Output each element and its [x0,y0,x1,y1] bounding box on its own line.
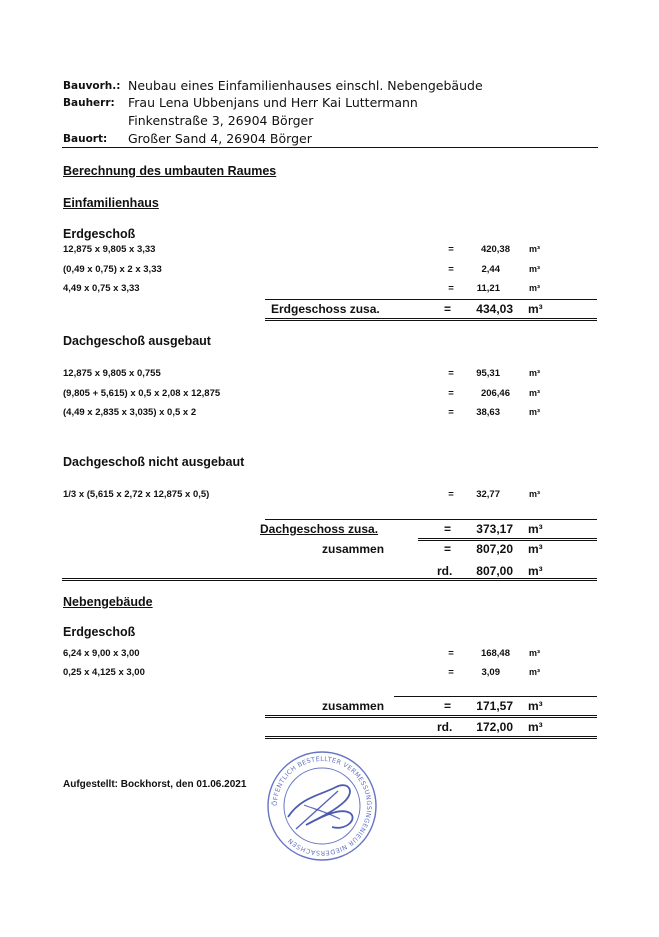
ng-rd-label: rd. [437,720,453,734]
total-double-line [265,320,597,321]
seal-ring-text: ÖFFENTLICH BESTELLTER VERMESSUNGSINGENIEUR NIEDERSACHSEN [270,754,374,858]
calc-formula: (9,805 + 5,615) x 0,5 x 2,08 x 12,875 [63,388,221,399]
calc-equals: = [448,244,454,255]
calc-unit: m³ [529,667,540,677]
total-double-line [418,538,597,539]
bauvorhaben-value: Neubau eines Einfamilienhauses einschl. Nebengebäude [128,78,483,93]
calc-formula: 12,875 x 9,805 x 0,755 [63,368,161,379]
ng-zusammen-value: 171,57 [476,699,513,713]
ng-zusammen-unit: m³ [528,699,543,713]
dachgeschoss-total-equals: = [444,522,452,536]
calc-formula: 4,49 x 0,75 x 3,33 [63,283,140,294]
efh-erdgeschoss-heading: Erdgeschoß [63,227,136,241]
calc-value: 32,77 [476,489,500,500]
bauherr-label: Bauherr: [63,97,115,109]
ng-zusammen-label: zusammen [322,699,385,713]
calc-value: 2,44 [481,264,500,275]
calc-formula: 0,25 x 4,125 x 3,00 [63,667,145,678]
ng-rd-unit: m³ [528,720,543,734]
calc-value: 38,63 [476,407,500,418]
ng-zusammen-equals: = [444,699,452,713]
calc-formula: (4,49 x 2,835 x 3,035) x 0,5 x 2 [63,407,197,418]
calc-value: 95,31 [476,368,500,379]
erdgeschoss-total-equals: = [444,302,452,316]
calc-unit: m³ [529,283,540,293]
calc-value: 11,21 [476,283,500,294]
section-double-line [62,578,597,579]
calc-value: 206,46 [480,388,510,399]
efh-rd-value: 807,00 [476,564,513,578]
calc-equals: = [448,667,454,678]
dachgeschoss-total-value: 373,17 [476,522,513,536]
bauvorhaben-label: Bauvorh.: [63,80,121,92]
calc-unit: m³ [529,407,540,417]
calc-equals: = [448,264,454,275]
total-double-line [418,540,597,541]
section-nebengebaeude: Nebengebäude [63,595,153,609]
calc-formula: (0,49 x 0,75) x 2 x 3,33 [63,264,162,275]
subtotal-line [265,299,597,300]
total-double-line [265,717,597,718]
dg-ausgebaut-heading: Dachgeschoß ausgebaut [63,334,211,348]
subtotal-line [265,519,597,520]
calc-equals: = [448,407,454,418]
erdgeschoss-total-label: Erdgeschoss zusa. [271,302,380,316]
calc-unit: m³ [529,244,540,254]
total-double-line [265,715,597,716]
bauort-label: Bauort: [63,133,108,145]
ng-erdgeschoss-heading: Erdgeschoß [63,625,136,639]
erdgeschoss-total-unit: m³ [528,302,543,316]
dachgeschoss-total-label: Dachgeschoss zusa. [260,522,379,536]
total-double-line [265,736,597,737]
bauort-value: Großer Sand 4, 26904 Börger [128,131,312,146]
calc-equals: = [448,283,454,294]
calc-unit: m³ [529,368,540,378]
erdgeschoss-total-value: 434,03 [476,302,513,316]
section-einfamilienhaus: Einfamilienhaus [63,196,159,210]
dachgeschoss-total-unit: m³ [528,522,543,536]
calc-value: 168,48 [480,648,510,659]
calc-value: 420,38 [480,244,510,255]
efh-zusammen-equals: = [444,542,452,556]
calc-equals: = [448,388,454,399]
calc-unit: m³ [529,388,540,398]
ng-rd-value: 172,00 [476,720,513,734]
calc-value: 3,09 [481,667,500,678]
calc-formula: 1/3 x (5,615 x 2,72 x 12,875 x 0,5) [63,489,210,500]
page-title: Berechnung des umbauten Raumes [63,164,277,178]
bauherr-name: Frau Lena Ubbenjans und Herr Kai Luttermann [128,95,418,110]
calc-equals: = [448,648,454,659]
section-double-line [62,580,597,581]
aufgestellt-line: Aufgestellt: Bockhorst, den 01.06.2021 [63,779,247,790]
calc-unit: m³ [529,648,540,658]
calc-formula: 12,875 x 9,805 x 3,33 [63,244,156,255]
efh-rd-label: rd. [437,564,453,578]
official-seal-stamp [266,747,378,865]
efh-zusammen-value: 807,20 [476,542,513,556]
efh-zusammen-unit: m³ [528,542,543,556]
header-divider [62,147,598,148]
efh-zusammen-label: zusammen [322,542,385,556]
efh-rd-unit: m³ [528,564,543,578]
subtotal-line [394,696,597,697]
calc-equals: = [448,368,454,379]
dg-nicht-ausgebaut-heading: Dachgeschoß nicht ausgebaut [63,455,245,469]
total-double-line [265,318,597,319]
calc-unit: m³ [529,264,540,274]
calc-formula: 6,24 x 9,00 x 3,00 [63,648,140,659]
calc-equals: = [448,489,454,500]
calc-unit: m³ [529,489,540,499]
total-double-line [265,738,597,739]
bauherr-address: Finkenstraße 3, 26904 Börger [128,113,314,128]
